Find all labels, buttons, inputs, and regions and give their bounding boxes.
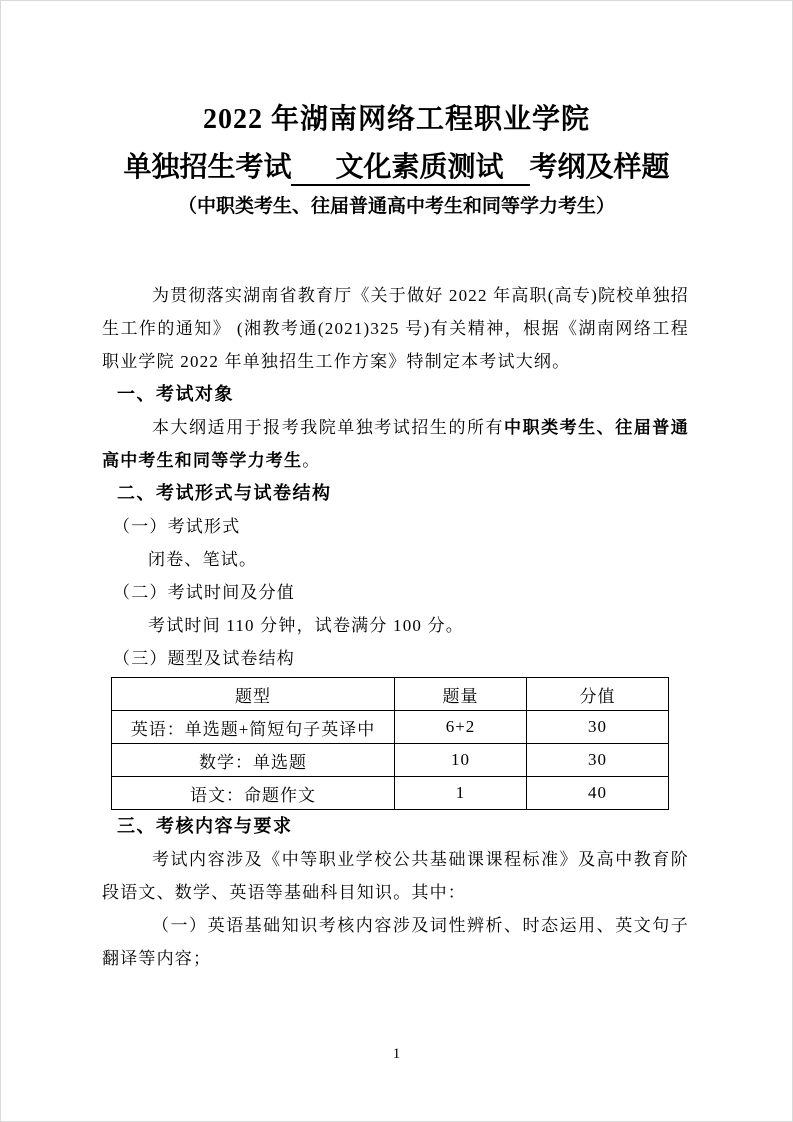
section-3-paragraph: 考试内容涉及《中等职业学校公共基础课课程标准》及高中教育阶段语文、数学、英语等基础科目知识。其中： — [102, 850, 689, 902]
table-header-row — [112, 678, 669, 711]
section-2-sub1-heading: （一）考试形式 — [113, 517, 241, 536]
page-number: 1 — [392, 1046, 401, 1062]
table-header-question-type: 题型 — [112, 678, 395, 711]
section-1-text-normal: 本大纲适用于报考我院单独考试招生的所有 — [152, 418, 505, 437]
table-row — [112, 777, 669, 810]
exam-structure-table — [111, 677, 669, 810]
section-1-text-tail: 。 — [302, 451, 321, 470]
document-body — [102, 279, 689, 975]
table-header-score: 分值 — [527, 678, 669, 711]
table-cell-count: 6+2 — [395, 711, 527, 744]
document-title-line1: 2022 年湖南网络工程职业学院 — [202, 104, 590, 135]
document-subtitle: （中职类考生、往届普通高中考生和同等学力考生） — [177, 196, 615, 217]
table-cell-type: 英语：单选题+简短句子英译中 — [112, 711, 395, 744]
section-2-sub2-heading: （二）考试时间及分值 — [113, 583, 295, 602]
section-1-heading: 一、考试对象 — [117, 384, 234, 404]
table-row — [112, 711, 669, 744]
table-cell-count: 1 — [395, 777, 527, 810]
table-row — [112, 744, 669, 777]
section-1-text-bold: 中职类考生、往届普通高中考生和同等学力考生 — [102, 418, 689, 470]
section-2-sub2-body: 考试时间 110 分钟，试卷满分 100 分。 — [148, 616, 464, 635]
table-cell-type: 语文：命题作文 — [112, 777, 395, 810]
section-3-item-1: （一）英语基础知识考核内容涉及词性辨析、时态运用、英文句子翻译等内容； — [102, 916, 689, 968]
table-cell-score: 30 — [527, 711, 669, 744]
title-line2-underlined-test-name: 文化素质测试 — [291, 151, 529, 186]
section-2-sub3-heading: （三）题型及试卷结构 — [113, 649, 295, 668]
table-cell-type: 数学：单选题 — [112, 744, 395, 777]
section-2-sub1-body: 闭卷、笔试。 — [148, 550, 258, 569]
table-cell-score: 30 — [527, 744, 669, 777]
intro-paragraph: 为贯彻落实湖南省教育厅《关于做好 2022 年高职(高专)院校单独招生工作的通知》 (湘教考通(2021)325 号)有关精神，根据《湖南网络工程职业学院 2022 年单独招生工作方案》特制定本考试大纲。 — [102, 286, 689, 371]
table-cell-count: 10 — [395, 744, 527, 777]
section-3-heading: 三、考核内容与要求 — [117, 816, 293, 836]
document-title-line2 — [1, 150, 792, 184]
section-2-heading: 二、考试形式与试卷结构 — [117, 483, 332, 503]
section-1-paragraph — [102, 411, 689, 477]
title-line2-suffix: 考纲及样题 — [529, 151, 670, 182]
table-header-question-count: 题量 — [395, 678, 527, 711]
table-cell-score: 40 — [527, 777, 669, 810]
title-line2-prefix: 单独招生考试 — [123, 151, 292, 182]
